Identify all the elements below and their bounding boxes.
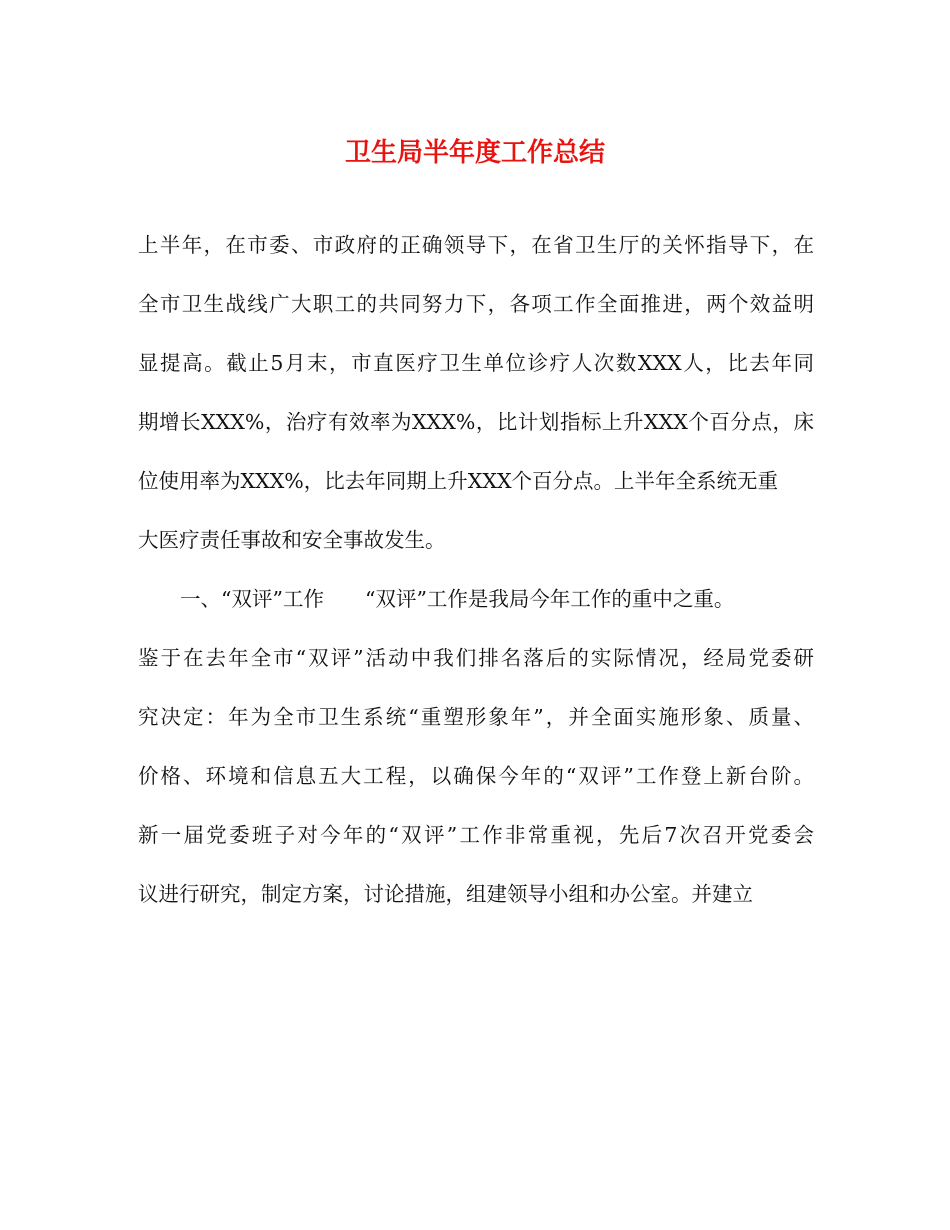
body-line: 价格、环境和信息五大工程，以确保今年的“双评”工作登上新台阶。: [138, 764, 814, 788]
body-line: 位使用率为XXX%，比去年同期上升XXX个百分点。上半年全系统无重: [138, 469, 779, 493]
body-line: 议进行研究，制定方案，讨论措施，组建领导小组和办公室。并建立: [138, 882, 753, 906]
body-line: 显提高。截止5月末，市直医疗卫生单位诊疗人次数XXX人，比去年同: [138, 351, 814, 375]
document-title: 卫生局半年度工作总结: [344, 138, 605, 168]
body-line: 一、“双评”工作 “双评”工作是我局今年工作的重中之重。: [180, 587, 735, 611]
body-line: 鉴于在去年全市“双评”活动中我们排名落后的实际情况，经局党委研: [138, 646, 814, 670]
body-line: 期增长XXX%，治疗有效率为XXX%，比计划指标上升XXX个百分点，床: [138, 410, 814, 434]
body-line: 大医疗责任事故和安全事故发生。: [138, 528, 446, 552]
body-line: 新一届党委班子对今年的“双评”工作非常重视，先后7次召开党委会: [138, 823, 814, 847]
body-line: 究决定：年为全市卫生系统“重塑形象年”，并全面实施形象、质量、: [138, 705, 814, 729]
body-line: 全市卫生战线广大职工的共同努力下，各项工作全面推进，两个效益明: [138, 292, 814, 316]
document-body: [138, 216, 814, 924]
body-line: 上半年，在市委、市政府的正确领导下，在省卫生厅的关怀指导下，在: [138, 233, 814, 257]
